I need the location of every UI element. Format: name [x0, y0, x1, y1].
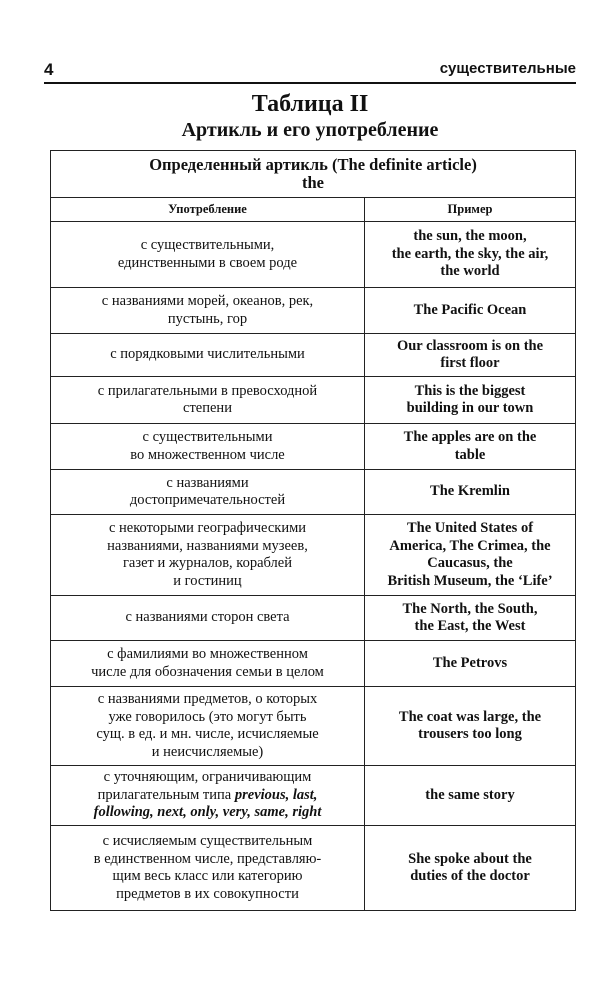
caption-line-1: Определенный артикль (The definite article)	[149, 155, 477, 174]
column-header-example: Пример	[365, 198, 576, 222]
example-cell	[365, 334, 576, 377]
table-row	[51, 222, 576, 288]
usage-cell	[51, 377, 365, 424]
table-row	[51, 470, 576, 515]
example-line: the world	[440, 263, 500, 280]
example-line: building in our town	[406, 400, 534, 416]
usage-italic-words: previous, last,	[234, 786, 318, 803]
usage-cell	[51, 515, 365, 596]
table-caption-row	[51, 151, 576, 198]
example-line: trousers too long	[418, 726, 522, 742]
table-row	[51, 334, 576, 377]
usage-line: предметов в их совокупности	[116, 885, 299, 902]
example-cell	[365, 470, 576, 515]
usage-cell	[51, 470, 365, 515]
example-cell	[365, 377, 576, 424]
usage-line: с названиями морей, океанов, рек,	[101, 293, 314, 309]
usage-line: уже говорилось (это могут быть	[108, 708, 307, 725]
example-line: The North, the South,	[402, 600, 538, 617]
usage-line: с уточняющим, ограничивающим	[103, 769, 312, 786]
usage-line-text: прилагательным типа	[97, 786, 235, 803]
usage-line: с исчисляемым существительным	[102, 833, 313, 849]
table-row	[51, 288, 576, 334]
usage-line: с существительными	[142, 429, 273, 445]
table-row	[51, 766, 576, 826]
table-caption	[51, 151, 576, 198]
page-number: 4	[44, 60, 54, 79]
table-subtitle: Артикль и его употребление	[181, 119, 439, 141]
usage-line: и гостиниц	[173, 572, 242, 589]
example-line: She spoke about the	[408, 850, 532, 867]
example-line: The apples are on the	[403, 429, 537, 445]
example-line: The United States of	[406, 520, 534, 536]
table-row	[51, 515, 576, 596]
table-row	[51, 377, 576, 424]
usage-cell	[51, 334, 365, 377]
table-row	[51, 424, 576, 470]
article-usage-table	[50, 150, 576, 911]
example-line: The Pacific Ocean	[413, 301, 527, 318]
usage-line: и неисчисляемые)	[151, 743, 264, 760]
caption-line-2: the	[302, 173, 324, 192]
table-row	[51, 826, 576, 911]
example-cell	[365, 641, 576, 687]
usage-cell	[51, 826, 365, 911]
usage-line: щим весь класс или категорию	[112, 868, 303, 884]
table-title: Таблица II	[251, 91, 369, 117]
usage-line: с фамилиями во множественном	[107, 646, 308, 662]
example-line: British Museum, the ‘Life’	[387, 572, 553, 589]
usage-cell	[51, 687, 365, 766]
usage-line	[55, 787, 360, 805]
example-cell	[365, 288, 576, 334]
example-cell	[365, 424, 576, 470]
example-line: the sun, the moon,	[413, 228, 527, 245]
usage-line: с названиями сторон света	[125, 609, 290, 626]
usage-line: с прилагательными в превосходной	[97, 382, 318, 399]
usage-cell	[51, 641, 365, 687]
example-line: The coat was large, the	[398, 708, 542, 725]
example-cell	[365, 687, 576, 766]
section-title: существительные	[439, 60, 576, 77]
usage-line: пустынь, гор	[167, 310, 248, 327]
usage-line: сущ. в ед. и мн. числе, исчисляемые	[96, 726, 319, 742]
usage-line: following, next, only, very, same, right	[93, 804, 322, 821]
table-row	[51, 596, 576, 641]
example-line: first floor	[440, 355, 500, 371]
example-line: table	[454, 446, 486, 463]
usage-line: во множественном числе	[130, 446, 285, 463]
usage-line: числе для обозначения семьи в целом	[91, 663, 324, 680]
column-header-usage: Употребление	[51, 198, 365, 222]
example-cell	[365, 222, 576, 288]
page-header	[44, 60, 576, 84]
usage-line: степени	[183, 400, 232, 416]
example-line: the earth, the sky, the air,	[391, 245, 549, 262]
usage-line: в единственном числе, представляю-	[93, 850, 322, 867]
example-line: Caucasus, the	[427, 555, 513, 571]
table-body	[51, 222, 576, 911]
example-cell	[365, 766, 576, 826]
example-line: This is the biggest	[414, 382, 526, 399]
usage-cell	[51, 222, 365, 288]
usage-line: газет и журналов, кораблей	[122, 555, 292, 571]
example-line: Our classroom is on the	[396, 337, 544, 354]
usage-line: с названиями предметов, о которых	[97, 691, 318, 707]
example-line: The Kremlin	[430, 483, 510, 500]
usage-cell	[51, 424, 365, 470]
usage-line: достопримечательностей	[129, 492, 286, 508]
example-line: the same story	[425, 786, 515, 803]
example-line: the East, the West	[414, 618, 526, 634]
usage-cell	[51, 288, 365, 334]
usage-cell	[51, 766, 365, 826]
example-cell	[365, 515, 576, 596]
usage-cell	[51, 596, 365, 641]
usage-line: названиями, названиями музеев,	[107, 537, 308, 554]
usage-line: с некоторыми географическими	[108, 520, 307, 536]
example-line: duties of the doctor	[410, 868, 530, 884]
example-cell	[365, 826, 576, 911]
example-line: The Petrovs	[432, 654, 508, 671]
usage-line: с существительными,	[140, 237, 275, 253]
example-cell	[365, 596, 576, 641]
table-row	[51, 687, 576, 766]
table-row	[51, 641, 576, 687]
example-line: America, The Crimea, the	[389, 537, 551, 554]
usage-line: с порядковыми числительными	[110, 346, 305, 363]
usage-line: единственными в своем роде	[117, 254, 298, 271]
usage-line: с названиями	[166, 474, 249, 491]
column-header-row	[51, 198, 576, 222]
